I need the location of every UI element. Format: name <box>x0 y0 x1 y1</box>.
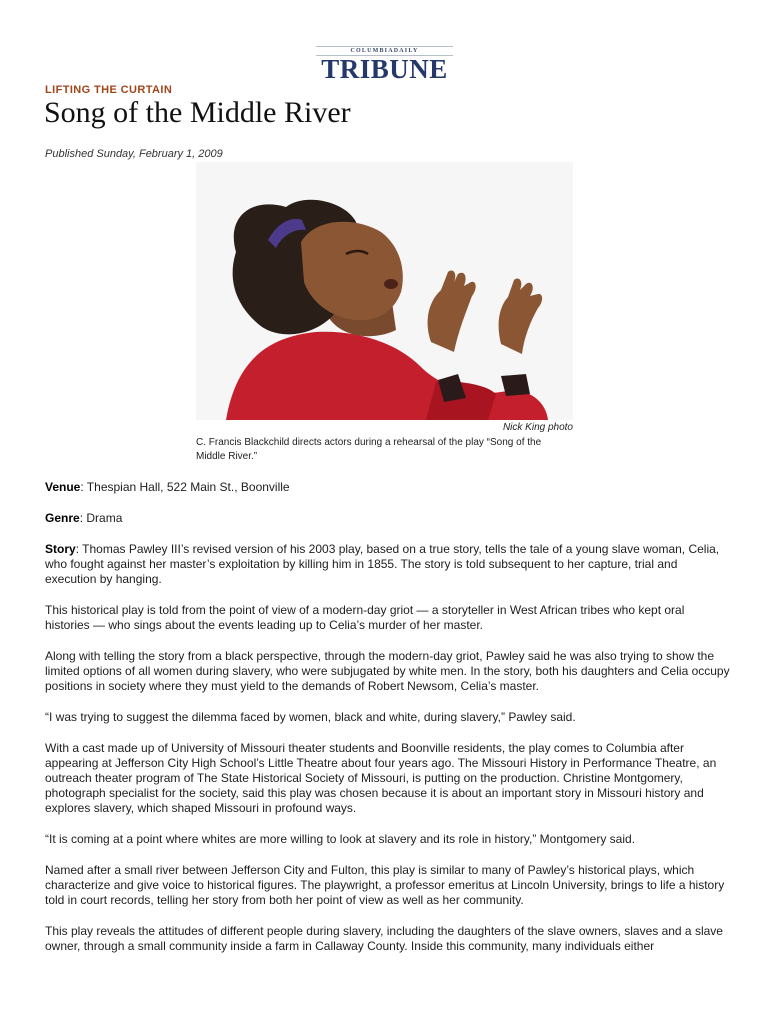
article-paragraph: This historical play is told from the point of view of a modern-day griot — a storyteller in West African tribes who kept oral histories — who sings about the events leading up to Celia’s murder of her master. <box>45 603 685 632</box>
article-photo <box>196 162 573 420</box>
fact-label: Venue <box>45 480 81 494</box>
photo-credit: Nick King photo <box>502 422 573 433</box>
article-paragraph: Along with telling the story from a black perspective, through the modern-day griot, Pawley said he was also trying to show the limited options of all women during slavery, who were subjugated by white men. In the story, both his daughters and Celia occupy positions in society where they must yield to the demands of Robert Newsom, Celia’s master. <box>45 649 730 693</box>
article-paragraph: This play reveals the attitudes of different people during slavery, including the daughters of the slave owners, slaves and a slave owner, through a small community inside a farm in Callaway County. Inside this community, many individuals either <box>45 924 723 953</box>
article-title: Song of the Middle River <box>44 96 351 129</box>
fact-label: Story <box>45 542 76 556</box>
fact-value: : Drama <box>79 511 123 525</box>
fact-venue <box>45 480 731 495</box>
masthead-small-text: COLUMBIADAILY <box>350 48 419 54</box>
masthead-name: TRIBUNE <box>321 54 448 84</box>
fact-label: Genre <box>45 511 80 525</box>
fact-value: : Thomas Pawley III’s revised version of his 2003 play, based on a true story, tells the tale of a young slave woman, Celia, who fought against her master’s exploitation by killing him in 1855. The story is told subsequent to her capture, trial and execution by hanging. <box>45 542 720 586</box>
fact-story <box>45 542 731 587</box>
article-body <box>45 480 731 970</box>
newspaper-masthead <box>316 46 453 82</box>
fact-genre <box>45 511 731 526</box>
article-paragraph: “It is coming at a point where whites are more willing to look at slavery and its role in history,” Montgomery said. <box>45 832 636 846</box>
article-paragraph: Named after a small river between Jefferson City and Fulton, this play is similar to many of Pawley’s historical plays, which characterize and give voice to historical figures. The playwright, a professor emeritus at Lincoln University, brings to life a history told in court records, telling her story from both her point of view as well as her community. <box>45 863 725 907</box>
article-paragraph: “I was trying to suggest the dilemma faced by women, black and white, during slavery,” Pawley said. <box>45 710 576 724</box>
photo-illustration <box>196 162 573 420</box>
photo-caption: C. Francis Blackchild directs actors during a rehearsal of the play “Song of the Middle River.” <box>196 437 542 462</box>
publish-date: Published Sunday, February 1, 2009 <box>45 148 223 160</box>
article-paragraph: With a cast made up of University of Missouri theater students and Boonville residents, the play comes to Columbia after appearing at Jefferson City High School’s Little Theatre about four years ago. The Missouri History in Performance Theatre, an outreach theater program of The State Historical Society of Missouri, is putting on the production. Christine Montgomery, photograph specialist for the society, said this play was chosen because it is about an important story in Missouri history and explores slavery, which shaped Missouri in profound ways. <box>45 741 717 815</box>
fact-value: : Thespian Hall, 522 Main St., Boonville <box>80 480 290 494</box>
section-kicker: LIFTING THE CURTAIN <box>45 84 173 96</box>
